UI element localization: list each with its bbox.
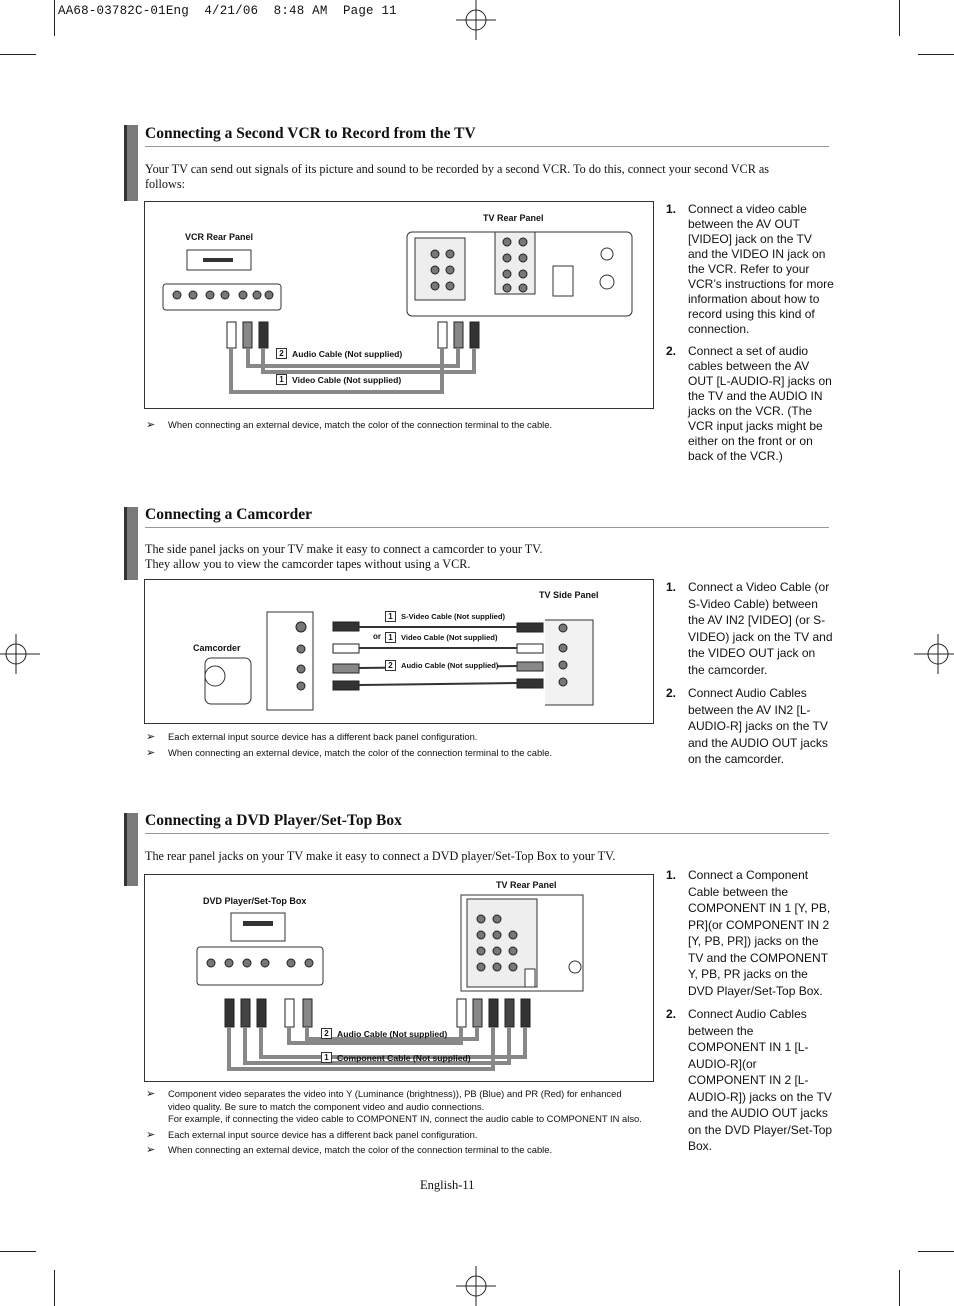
cable-text: Audio Cable (Not supplied): [292, 348, 403, 359]
note-list: [146, 731, 646, 762]
note-item: [146, 1144, 646, 1157]
step-text: Connect a set of audio cables between the AV OUT [L-AUDIO-R] jacks on the TV and the AUDIO IN jacks on the VCR. (The VCR input jacks might be either on the front or on back of the VCR.): [688, 344, 832, 463]
or-label: or: [373, 632, 381, 641]
step-number: 1.: [666, 202, 677, 216]
title-rule: [145, 833, 829, 834]
registration-mark-icon: [0, 634, 40, 674]
note-item: [146, 1129, 646, 1142]
page-footer: English-11: [420, 1178, 475, 1192]
note-item: [146, 731, 646, 744]
note-text: Component video separates the video into Y (Luminance (brightness)), PB (Blue) and PR (Red) for enhanced video quality. Be sure to match the component video and audio connections. For example, if connecting the video cable to COMPONENT IN, connect the audio cable to COMPONENT IN also.: [168, 1088, 642, 1124]
step-text: Connect a Component Cable between the COMPONENT IN 1 [Y, PB, PR](or COMPONENT IN 2 [Y, PB, PR]) jacks on the TV and the COMPONENT Y, PB, PR jacks on the DVD Player/Set-Top Box.: [688, 868, 831, 998]
note-arrow-icon: ➢: [146, 1128, 156, 1141]
note-arrow-icon: ➢: [146, 1144, 156, 1156]
step-text: Connect a video cable between the AV OUT [VIDEO] jack on the TV and the VIDEO IN jack on the VCR. Refer to your VCR’s instructions for more information about how to record using this kind of connection.: [688, 202, 834, 336]
title-rule: [145, 527, 829, 528]
step-item: [666, 1006, 834, 1155]
registration-mark-icon: [456, 1266, 496, 1306]
cable-number: 2: [321, 1028, 332, 1039]
tv-rear-panel-label: TV Rear Panel: [483, 213, 544, 223]
crop-mark: [918, 54, 954, 55]
cable-label: [385, 611, 505, 622]
section-intro: Your TV can send out signals of its picture and sound to be recorded by a second VCR. To do this, connect your second VCR as follows:: [145, 162, 770, 191]
cable-text: Video Cable (Not supplied): [401, 633, 498, 642]
cable-label: [276, 374, 401, 385]
step-text: Connect a Video Cable (or S-Video Cable) between the AV IN2 [VIDEO] (or S-VIDEO) jack on the TV and the VIDEO OUT jack on the camcorder.: [688, 580, 833, 677]
dvd-player-label: DVD Player/Set-Top Box: [203, 896, 307, 906]
cable-text: Audio Cable (Not supplied): [337, 1028, 448, 1039]
crop-mark: [54, 1270, 55, 1306]
dvd-connection-diagram: [144, 874, 654, 1082]
tv-side-panel-label: TV Side Panel: [539, 590, 599, 600]
cable-number: 2: [385, 660, 396, 671]
cable-number: 1: [385, 632, 396, 643]
cable-text: Audio Cable (Not supplied): [401, 661, 499, 670]
vcr-connection-diagram: [144, 201, 654, 409]
registration-mark-icon: [456, 0, 496, 40]
tv-rear-panel-label: TV Rear Panel: [496, 880, 557, 890]
step-number: 1.: [666, 580, 677, 594]
cable-number: 1: [385, 611, 396, 622]
step-item: [666, 579, 834, 678]
note-arrow-icon: ➢: [146, 419, 156, 431]
step-text: Connect Audio Cables between the AV IN2 [L-AUDIO-R] jacks on the TV and the AUDIO OUT jacks on the camcorder.: [688, 686, 828, 766]
step-text: Connect Audio Cables between the COMPONENT IN 1 [L-AUDIO-R](or COMPONENT IN 2 [L-AUDIO-R]) jacks on the TV and the AUDIO OUT jacks on the DVD Player/Set-Top Box.: [688, 1007, 833, 1153]
cable-text: Component Cable (Not supplied): [337, 1052, 471, 1063]
step-list: [666, 579, 834, 775]
step-number: 2.: [666, 344, 677, 358]
print-header: AA68-03782C-01Eng 4/21/06 8:48 AM Page 11: [58, 4, 397, 18]
camcorder-connection-diagram: [144, 579, 654, 724]
step-list: [666, 202, 834, 471]
note-text: When connecting an external device, match the color of the connection terminal to the cable.: [168, 419, 553, 430]
cable-number: 2: [276, 348, 287, 359]
note-list: [146, 419, 646, 435]
step-number: 2.: [666, 1007, 677, 1021]
note-item: [146, 747, 646, 760]
registration-mark-icon: [914, 634, 954, 674]
crop-mark: [54, 0, 55, 36]
step-item: [666, 685, 834, 768]
note-text: Each external input source device has a different back panel configuration.: [168, 731, 478, 742]
section-title: Connecting a Camcorder: [145, 506, 313, 523]
camcorder-label: Camcorder: [193, 643, 241, 653]
note-text: When connecting an external device, match the color of the connection terminal to the cable.: [168, 746, 553, 758]
section-bar: [124, 507, 138, 580]
crop-mark: [0, 54, 36, 55]
note-text: Each external input source device has a different back panel configuration.: [168, 1128, 478, 1140]
step-item: [666, 344, 834, 464]
section-intro: The side panel jacks on your TV make it easy to connect a camcorder to your TV. They allow you to view the camcorder tapes without using a VCR.: [145, 542, 543, 571]
cable-number: 1: [276, 374, 287, 385]
cable-label: [321, 1028, 447, 1039]
crop-mark: [899, 1270, 900, 1306]
cable-label: [385, 632, 497, 643]
note-text: When connecting an external device, match the color of the connection terminal to the cable.: [168, 1144, 553, 1155]
step-number: 2.: [666, 686, 677, 700]
section-title: Connecting a Second VCR to Record from the TV: [145, 125, 476, 142]
note-list: [146, 1088, 646, 1160]
step-item: [666, 867, 834, 999]
section-bar: [124, 125, 138, 201]
section-title: Connecting a DVD Player/Set-Top Box: [145, 812, 402, 829]
vcr-rear-panel-label: VCR Rear Panel: [185, 232, 254, 242]
section-intro: The rear panel jacks on your TV make it easy to connect a DVD player/Set-Top Box to your TV.: [145, 849, 616, 863]
cable-text: Video Cable (Not supplied): [292, 374, 402, 385]
crop-mark: [918, 1251, 954, 1252]
cable-text: S-Video Cable (Not supplied): [401, 612, 506, 621]
note-arrow-icon: ➢: [146, 1088, 156, 1100]
cable-label: [385, 660, 498, 671]
section-bar: [124, 813, 138, 886]
note-arrow-icon: ➢: [146, 746, 156, 759]
step-list: [666, 867, 834, 1162]
step-item: [666, 202, 834, 337]
note-item: [146, 419, 646, 432]
cable-label: [276, 348, 402, 359]
title-rule: [145, 146, 829, 147]
note-arrow-icon: ➢: [146, 731, 156, 743]
cable-number: 1: [321, 1052, 332, 1063]
cable-label: [321, 1052, 471, 1063]
crop-mark: [899, 0, 900, 36]
step-number: 1.: [666, 868, 677, 882]
crop-mark: [0, 1251, 36, 1252]
note-item: [146, 1088, 646, 1126]
